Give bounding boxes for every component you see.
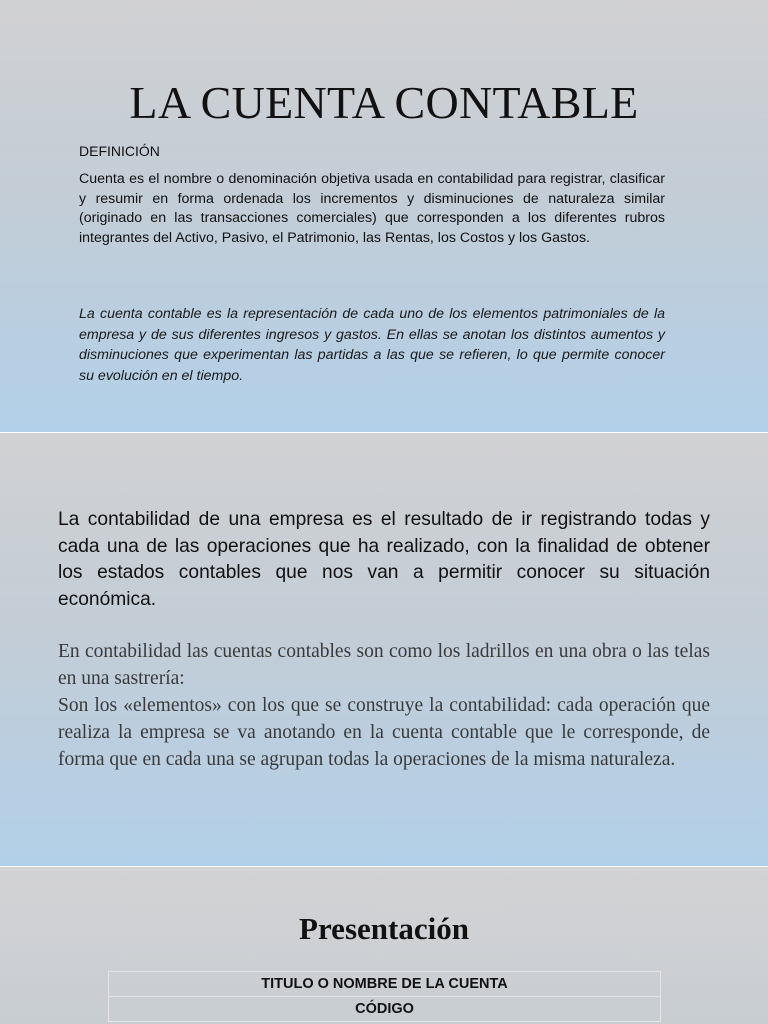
definition-heading: DEFINICIÓN — [79, 143, 160, 159]
definition-paragraph: Cuenta es el nombre o denominación objetiva usada en contabilidad para registrar, clasificar y resumir en forma ordenada los incrementos y disminuciones de naturaleza similar (originado en las transacciones comerciales) que corresponden a los diferentes rubros integrantes del Activo, Pasivo, el Patrimonio, las Rentas, los Costos y los Gastos. — [79, 171, 665, 246]
presentation-title: Presentación — [299, 911, 469, 946]
contabilidad-paragraph: La contabilidad de una empresa es el resultado de ir registrando todas y cada una de las operaciones que ha realizado, con la finalidad de obtener los estados contables que nos van a permitir conocer su situación económica. — [58, 509, 710, 610]
serif-text-block — [58, 638, 710, 773]
table-cell-code: CÓDIGO — [109, 997, 661, 1022]
table-cell-account-name: TITULO O NOMBRE DE LA CUENTA — [109, 972, 661, 997]
slide-title: LA CUENTA CONTABLE — [129, 77, 639, 128]
table-row — [109, 972, 661, 997]
table-row — [109, 997, 661, 1022]
italic-paragraph: La cuenta contable es la representación de cada uno de los elementos patrimoniales de la empresa y de sus diferentes ingresos y gastos. En ellas se anotan los distintos aumentos y disminuciones que experimentan las partidas a las que se refieren, lo que permite conocer su evolución en el tiempo. — [79, 306, 665, 384]
serif-paragraph-2: Son los «elementos» con los que se construye la contabilidad: cada operación que realiza la empresa se va anotando en la cuenta contable que le corresponde, de forma que en cada una se agrupan todas la operaciones de la misma naturaleza. — [58, 695, 710, 770]
slide-cuenta-contable — [0, 0, 768, 432]
slide-contabilidad — [0, 433, 768, 866]
account-table — [108, 971, 661, 1022]
slide-presentacion — [0, 867, 768, 1024]
serif-paragraph-1: En contabilidad las cuentas contables son como los ladrillos en una obra o las telas en una sastrería: — [58, 641, 710, 689]
